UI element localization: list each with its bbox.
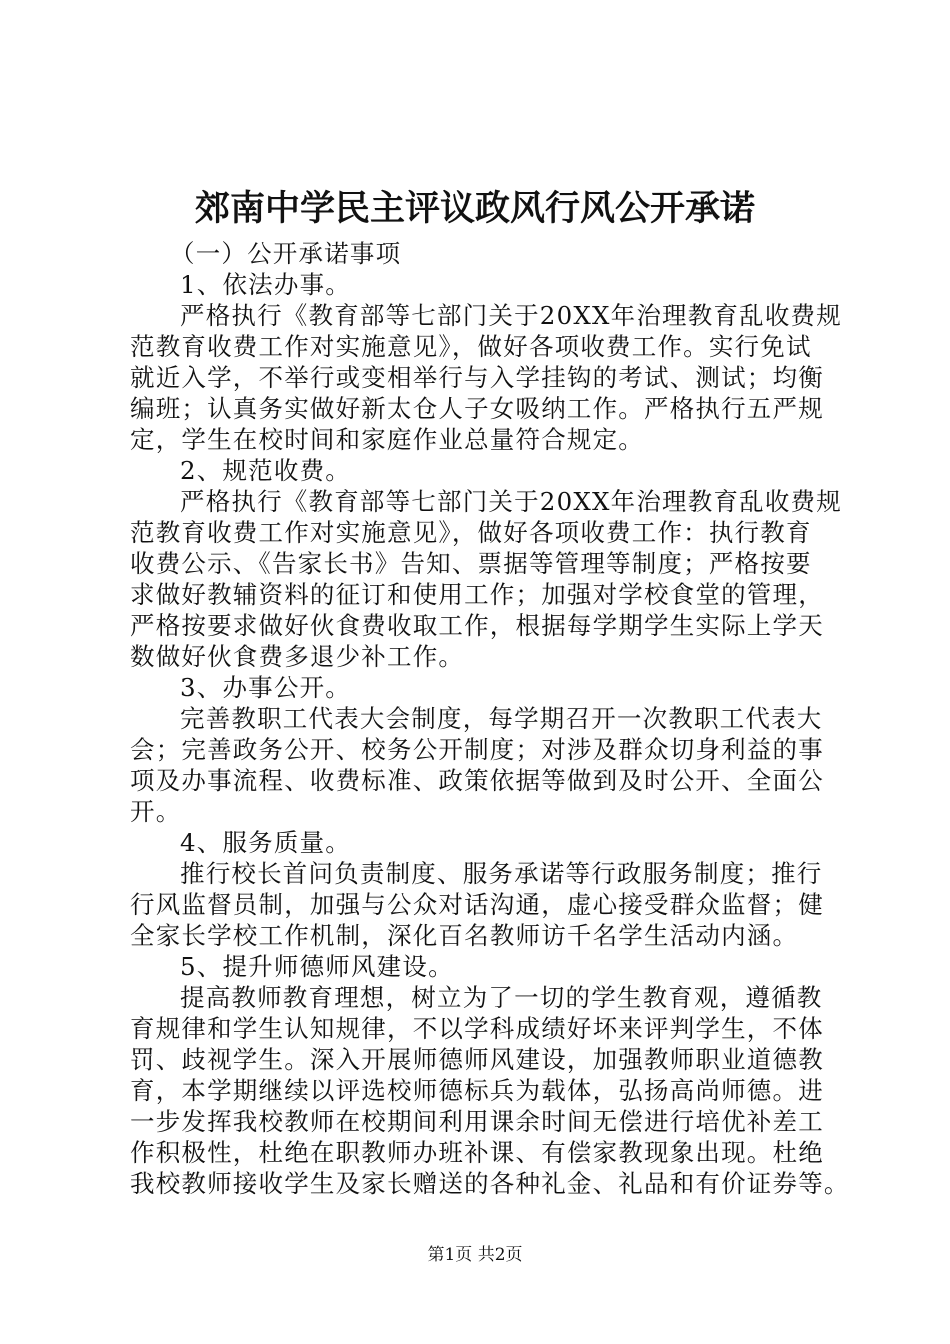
paragraph-line: 范教育收费工作对实施意见》，做好各项收费工作。实行免试 [130, 332, 812, 361]
paragraph-line: 推行校长首问负责制度、服务承诺等行政服务制度；推行 [180, 859, 823, 888]
paragraph-line: 项及办事流程、收费标准、政策依据等做到及时公开、全面公 [130, 766, 824, 795]
document-title: 郊南中学民主评议政风行风公开承诺 [194, 188, 755, 229]
paragraph-line: 育，本学期继续以评选校师德标兵为载体，弘扬高尚师德。进 [130, 1076, 824, 1105]
item-heading: 5、提升师德师风建设。 [180, 952, 454, 981]
item-heading: 1、依法办事。 [180, 270, 351, 299]
paragraph-line: 完善教职工代表大会制度，每学期召开一次教职工代表大 [180, 704, 823, 733]
document-body [130, 238, 850, 1199]
paragraph-line: 我校教师接收学生及家长赠送的各种礼金、礼品和有价证券等。 [130, 1169, 850, 1198]
item-heading: 4、服务质量。 [180, 828, 351, 857]
paragraph-line: 严格按要求做好伙食费收取工作，根据每学期学生实际上学天 [130, 611, 824, 640]
paragraph-line: 定，学生在校时间和家庭作业总量符合规定。 [130, 425, 644, 454]
paragraph-line: 会；完善政务公开、校务公开制度；对涉及群众切身利益的事 [130, 735, 824, 764]
paragraph-line: 开。 [130, 797, 182, 826]
paragraph-line: 全家长学校工作机制，深化百名教师访千名学生活动内涵。 [130, 921, 799, 950]
paragraph-line: 严格执行《教育部等七部门关于20XX年治理教育乱收费规 [180, 301, 842, 330]
item-heading: 3、办事公开。 [180, 673, 351, 702]
paragraph-line: 提高教师教育理想，树立为了一切的学生教育观，遵循教 [180, 983, 823, 1012]
paragraph-line: 编班；认真务实做好新太仓人子女吸纳工作。严格执行五严规 [130, 394, 824, 423]
paragraph-line: 行风监督员制，加强与公众对话沟通，虚心接受群众监督；健 [130, 890, 824, 919]
item-heading: 2、规范收费。 [180, 456, 351, 485]
paragraph-line: 一步发挥我校教师在校期间利用课余时间无偿进行培优补差工 [130, 1107, 824, 1136]
paragraph-line: 育规律和学生认知规律，不以学科成绩好坏来评判学生，不体 [130, 1014, 824, 1043]
paragraph-line: 数做好伙食费多退少补工作。 [130, 642, 465, 671]
paragraph-line: 求做好教辅资料的征订和使用工作；加强对学校食堂的管理， [130, 580, 824, 609]
paragraph-line: 作积极性，杜绝在职教师办班补课、有偿家教现象出现。杜绝 [130, 1138, 824, 1167]
paragraph-line: 范教育收费工作对实施意见》，做好各项收费工作：执行教育 [130, 518, 812, 547]
paragraph-line: 罚、歧视学生。深入开展师德师风建设，加强教师职业道德教 [130, 1045, 824, 1074]
page-number: 第1页 共2页 [427, 1245, 523, 1265]
paragraph-line: 收费公示、《告家长书》告知、票据等管理等制度；严格按要 [130, 549, 812, 578]
section-heading: （一）公开承诺事项 [170, 239, 402, 268]
paragraph-line: 严格执行《教育部等七部门关于20XX年治理教育乱收费规 [180, 487, 842, 516]
paragraph-line: 就近入学，不举行或变相举行与入学挂钩的考试、测试；均衡 [130, 363, 824, 392]
